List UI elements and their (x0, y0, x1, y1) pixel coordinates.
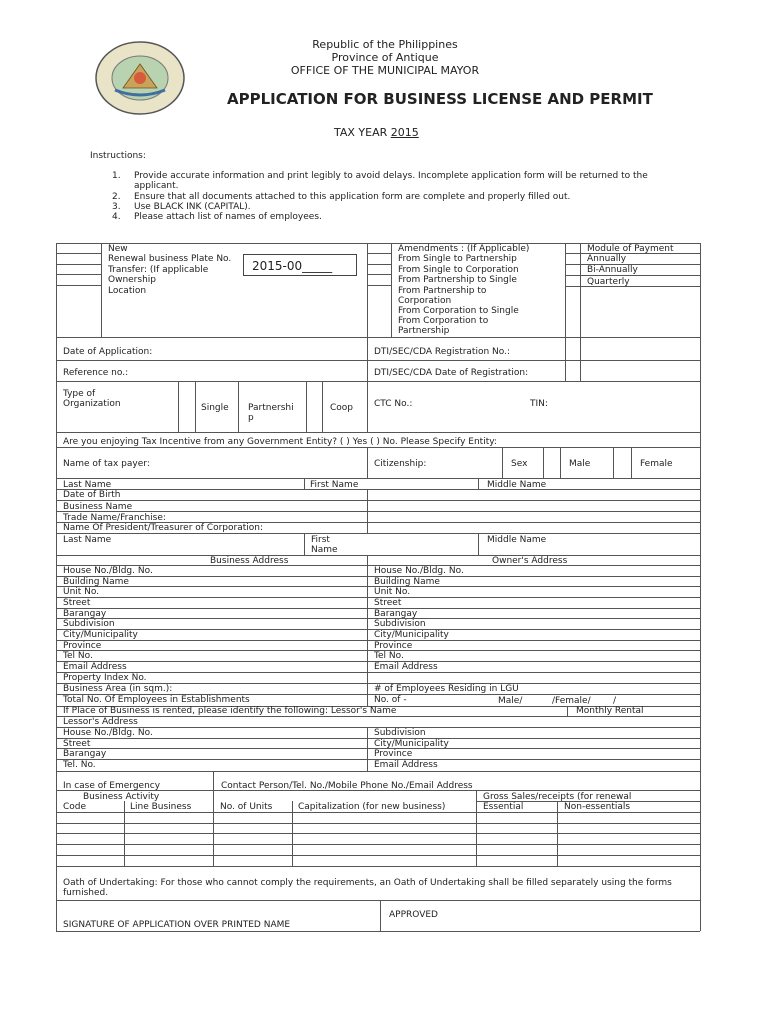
coop-label: Coop (330, 403, 354, 413)
business-address-field-label: Barangay (63, 609, 107, 619)
ownership-label: Ownership (108, 275, 156, 285)
lessor-city-label: City/Municipality (374, 739, 449, 749)
owner-address-field-label: Email Address (374, 662, 438, 672)
grid-line (56, 285, 101, 286)
grid-line (56, 478, 700, 479)
gross-sales-label: Gross Sales/receipts (for renewal (483, 792, 632, 802)
grid-line (56, 844, 700, 845)
middle-name-label: Middle Name (487, 535, 547, 545)
new-label: New (108, 244, 128, 254)
renewal-label: Renewal business Plate No. (108, 254, 232, 264)
lessor-subdivision-label: Subdivision (374, 728, 426, 738)
lessor-street-label: Street (63, 739, 91, 749)
monthly-rental-label: Monthly Rental (576, 706, 644, 716)
grid-line (613, 447, 614, 478)
grid-line (580, 243, 581, 337)
grid-line (213, 771, 214, 866)
tax-incentive-label: Are you enjoying Tax Incentive from any Government Entity? ( ) Yes ( ) No. Please Specify Entity: (63, 437, 497, 447)
grid-line (543, 447, 544, 478)
grid-line (56, 866, 700, 867)
owner-address-field-label: Barangay (374, 609, 418, 619)
lessor-house-label: House No./Bldg. No. (63, 728, 153, 738)
owner-address-field-label: # of Employees Residing in LGU (374, 684, 519, 694)
owner-address-field-label: Building Name (374, 577, 440, 587)
owner-address-field-label: Tel No. (374, 651, 404, 661)
owner-address-field-label: Subdivision (374, 619, 426, 629)
plate-number-field[interactable]: 2015-00_____ (243, 254, 357, 276)
grid-line (56, 672, 700, 673)
owners-address-heading: Owner's Address (492, 556, 568, 566)
business-activity-label: Business Activity (83, 792, 160, 802)
organization-label: Organization (63, 399, 121, 409)
payment-option: Quarterly (587, 277, 630, 287)
grid-line (56, 823, 700, 824)
dti-reg-no-label: DTI/SEC/CDA Registration No.: (374, 347, 511, 357)
code-label: Code (63, 802, 87, 812)
essential-label: Essential (483, 802, 524, 812)
grid-line (478, 533, 479, 555)
grid-line (56, 253, 101, 254)
grid-line (580, 337, 581, 381)
signature-label: SIGNATURE OF APPLICATION OVER PRINTED NAME (63, 920, 291, 930)
grid-line (178, 381, 179, 432)
amendments-heading: Amendments : (If Applicable) (398, 244, 530, 254)
grid-line (56, 855, 700, 856)
amendment-item: From Corporation to (398, 316, 489, 326)
grid-line (304, 478, 305, 489)
amendment-item: From Partnership to (398, 286, 487, 296)
trade-name-label: Trade Name/Franchise: (63, 513, 166, 523)
citizenship-label: Citizenship: (374, 459, 427, 469)
employees-slash-label: / (613, 696, 617, 706)
lessor-province-label: Province (374, 749, 413, 759)
grid-line (631, 447, 632, 478)
grid-line (367, 727, 368, 771)
grid-line (367, 337, 368, 432)
grid-line (195, 381, 196, 432)
grid-line (306, 381, 307, 432)
business-address-field-label: City/Municipality (63, 630, 138, 640)
lessor-tel-label: Tel. No. (63, 760, 96, 770)
owner-address-field-label: City/Municipality (374, 630, 449, 640)
grid-line (56, 243, 57, 931)
grid-line (56, 500, 700, 501)
grid-line (56, 489, 700, 490)
first-name-label: First (311, 535, 330, 545)
lessor-barangay-label: Barangay (63, 749, 107, 759)
single-label: Single (201, 403, 229, 413)
date-of-application-label: Date of Application: (63, 347, 153, 357)
grid-line (700, 243, 701, 931)
business-address-field-label: Email Address (63, 662, 127, 672)
grid-line (565, 243, 566, 337)
grid-line (56, 931, 700, 932)
no-of-units-label: No. of Units (220, 802, 273, 812)
business-address-field-label: Unit No. (63, 587, 100, 597)
owner-address-field-label: Unit No. (374, 587, 411, 597)
owner-address-field-label: No. of - (374, 695, 407, 705)
grid-line (560, 447, 561, 478)
grid-line (56, 447, 700, 448)
president-label: Name Of President/Treasurer of Corporation: (63, 523, 263, 533)
reference-no-label: Reference no.: (63, 368, 129, 378)
grid-line (367, 285, 391, 286)
grid-line (322, 381, 323, 432)
payment-heading: Module of Payment (587, 244, 674, 254)
female-label: Female (640, 459, 673, 469)
grid-line (304, 533, 305, 555)
first-name-label: First Name (310, 480, 359, 490)
business-address-heading: Business Address (210, 556, 289, 566)
grid-line (56, 360, 700, 361)
grid-line (56, 900, 700, 901)
business-address-field-label: Property Index No. (63, 673, 147, 683)
business-address-field-label: House No./Bldg. No. (63, 566, 153, 576)
grid-line (367, 274, 391, 275)
grid-line (56, 381, 700, 382)
business-address-field-label: Street (63, 598, 91, 608)
rented-label: If Place of Business is rented, please identify the following: Lessor's Name (63, 706, 397, 716)
business-address-field-label: Tel No. (63, 651, 93, 661)
tin-label: TIN: (530, 399, 548, 409)
last-name-label: Last Name (63, 480, 112, 490)
grid-line (565, 286, 700, 287)
amendment-item: Partnership (398, 326, 450, 336)
grid-line (478, 478, 479, 489)
grid-line (238, 381, 239, 432)
type-of-label: Type of (63, 389, 96, 399)
owner-address-field-label: Province (374, 641, 413, 651)
amendment-item: From Corporation to Single (398, 306, 519, 316)
grid-line (56, 716, 700, 717)
capitalization-label: Capitalization (for new business) (298, 802, 446, 812)
grid-line (367, 253, 391, 254)
business-address-field-label: Total No. Of Employees in Establishments (63, 695, 250, 705)
amendment-item: From Partnership to Single (398, 275, 517, 285)
grid-line (101, 243, 102, 337)
grid-line (367, 447, 368, 478)
grid-line (56, 274, 101, 275)
grid-line (56, 432, 700, 433)
page-title: APPLICATION FOR BUSINESS LICENSE AND PERMIT (227, 90, 653, 108)
business-address-field-label: Subdivision (63, 619, 115, 629)
owner-address-field-label: Street (374, 598, 402, 608)
grid-line (367, 243, 368, 337)
header-republic: Republic of the Philippines (312, 38, 458, 51)
tax-year-value: 2015 (390, 126, 419, 139)
approved-label: APPROVED (389, 910, 438, 920)
grid-line (380, 900, 381, 931)
transfer-label: Transfer: (If applicable (108, 265, 209, 275)
employees-female-label: /Female/ (552, 696, 591, 706)
line-business-label: Line Business (130, 802, 192, 812)
business-address-field-label: Building Name (63, 577, 129, 587)
employees-male-label: Male/ (498, 696, 523, 706)
owner-address-field-label: House No./Bldg. No. (374, 566, 464, 576)
ctc-no-label: CTC No.: (374, 399, 413, 409)
amendment-item: From Single to Partnership (398, 254, 517, 264)
lessor-email-label: Email Address (374, 760, 438, 770)
business-name-label: Business Name (63, 502, 133, 512)
partnership-label-b: p (248, 413, 254, 423)
grid-line (56, 555, 700, 556)
date-of-birth-label: Date of Birth (63, 490, 121, 500)
grid-line (56, 771, 700, 772)
emergency-contact-label: Contact Person/Tel. No./Mobile Phone No./Email Address (221, 781, 473, 791)
non-essentials-label: Non-essentials (564, 802, 631, 812)
header-province: Province of Antique (331, 51, 439, 64)
dti-date-label: DTI/SEC/CDA Date of Registration: (374, 368, 529, 378)
location-label: Location (108, 286, 147, 296)
grid-line (391, 243, 392, 337)
instructions-heading: Instructions: (90, 151, 146, 161)
emergency-label: In case of Emergency (63, 781, 161, 791)
grid-line (56, 337, 700, 338)
oath-text: Oath of Undertaking: For those who cannot comply the requirements, an Oath of Undertaking shall be filled separately using the forms furnished. (63, 878, 672, 898)
grid-line (565, 337, 566, 381)
business-address-field-label: Business Area (in sqm.): (63, 684, 173, 694)
amendment-item: Corporation (398, 296, 452, 306)
grid-line (56, 812, 700, 813)
amendment-item: From Single to Corporation (398, 265, 519, 275)
middle-name-label: Middle Name (487, 480, 547, 490)
male-label: Male (569, 459, 591, 469)
tax-payer-label: Name of tax payer: (63, 459, 150, 469)
grid-line (56, 264, 101, 265)
grid-line (567, 706, 568, 716)
sex-label: Sex (511, 459, 528, 469)
grid-line (56, 511, 700, 512)
payment-option: Annually (587, 254, 627, 264)
payment-option: Bi-Annually (587, 265, 638, 275)
tax-year-label: TAX YEAR (334, 126, 388, 139)
grid-line (565, 275, 700, 276)
grid-line (367, 264, 391, 265)
grid-line (56, 833, 700, 834)
grid-line (56, 533, 700, 534)
lessor-address-label: Lessor's Address (63, 717, 138, 727)
business-address-field-label: Province (63, 641, 102, 651)
grid-line (502, 447, 503, 478)
header-office: OFFICE OF THE MUNICIPAL MAYOR (290, 64, 480, 77)
first-name-label: Name (311, 545, 338, 555)
last-name-label: Last Name (63, 535, 112, 545)
partnership-label-a: Partnershi (248, 403, 294, 413)
